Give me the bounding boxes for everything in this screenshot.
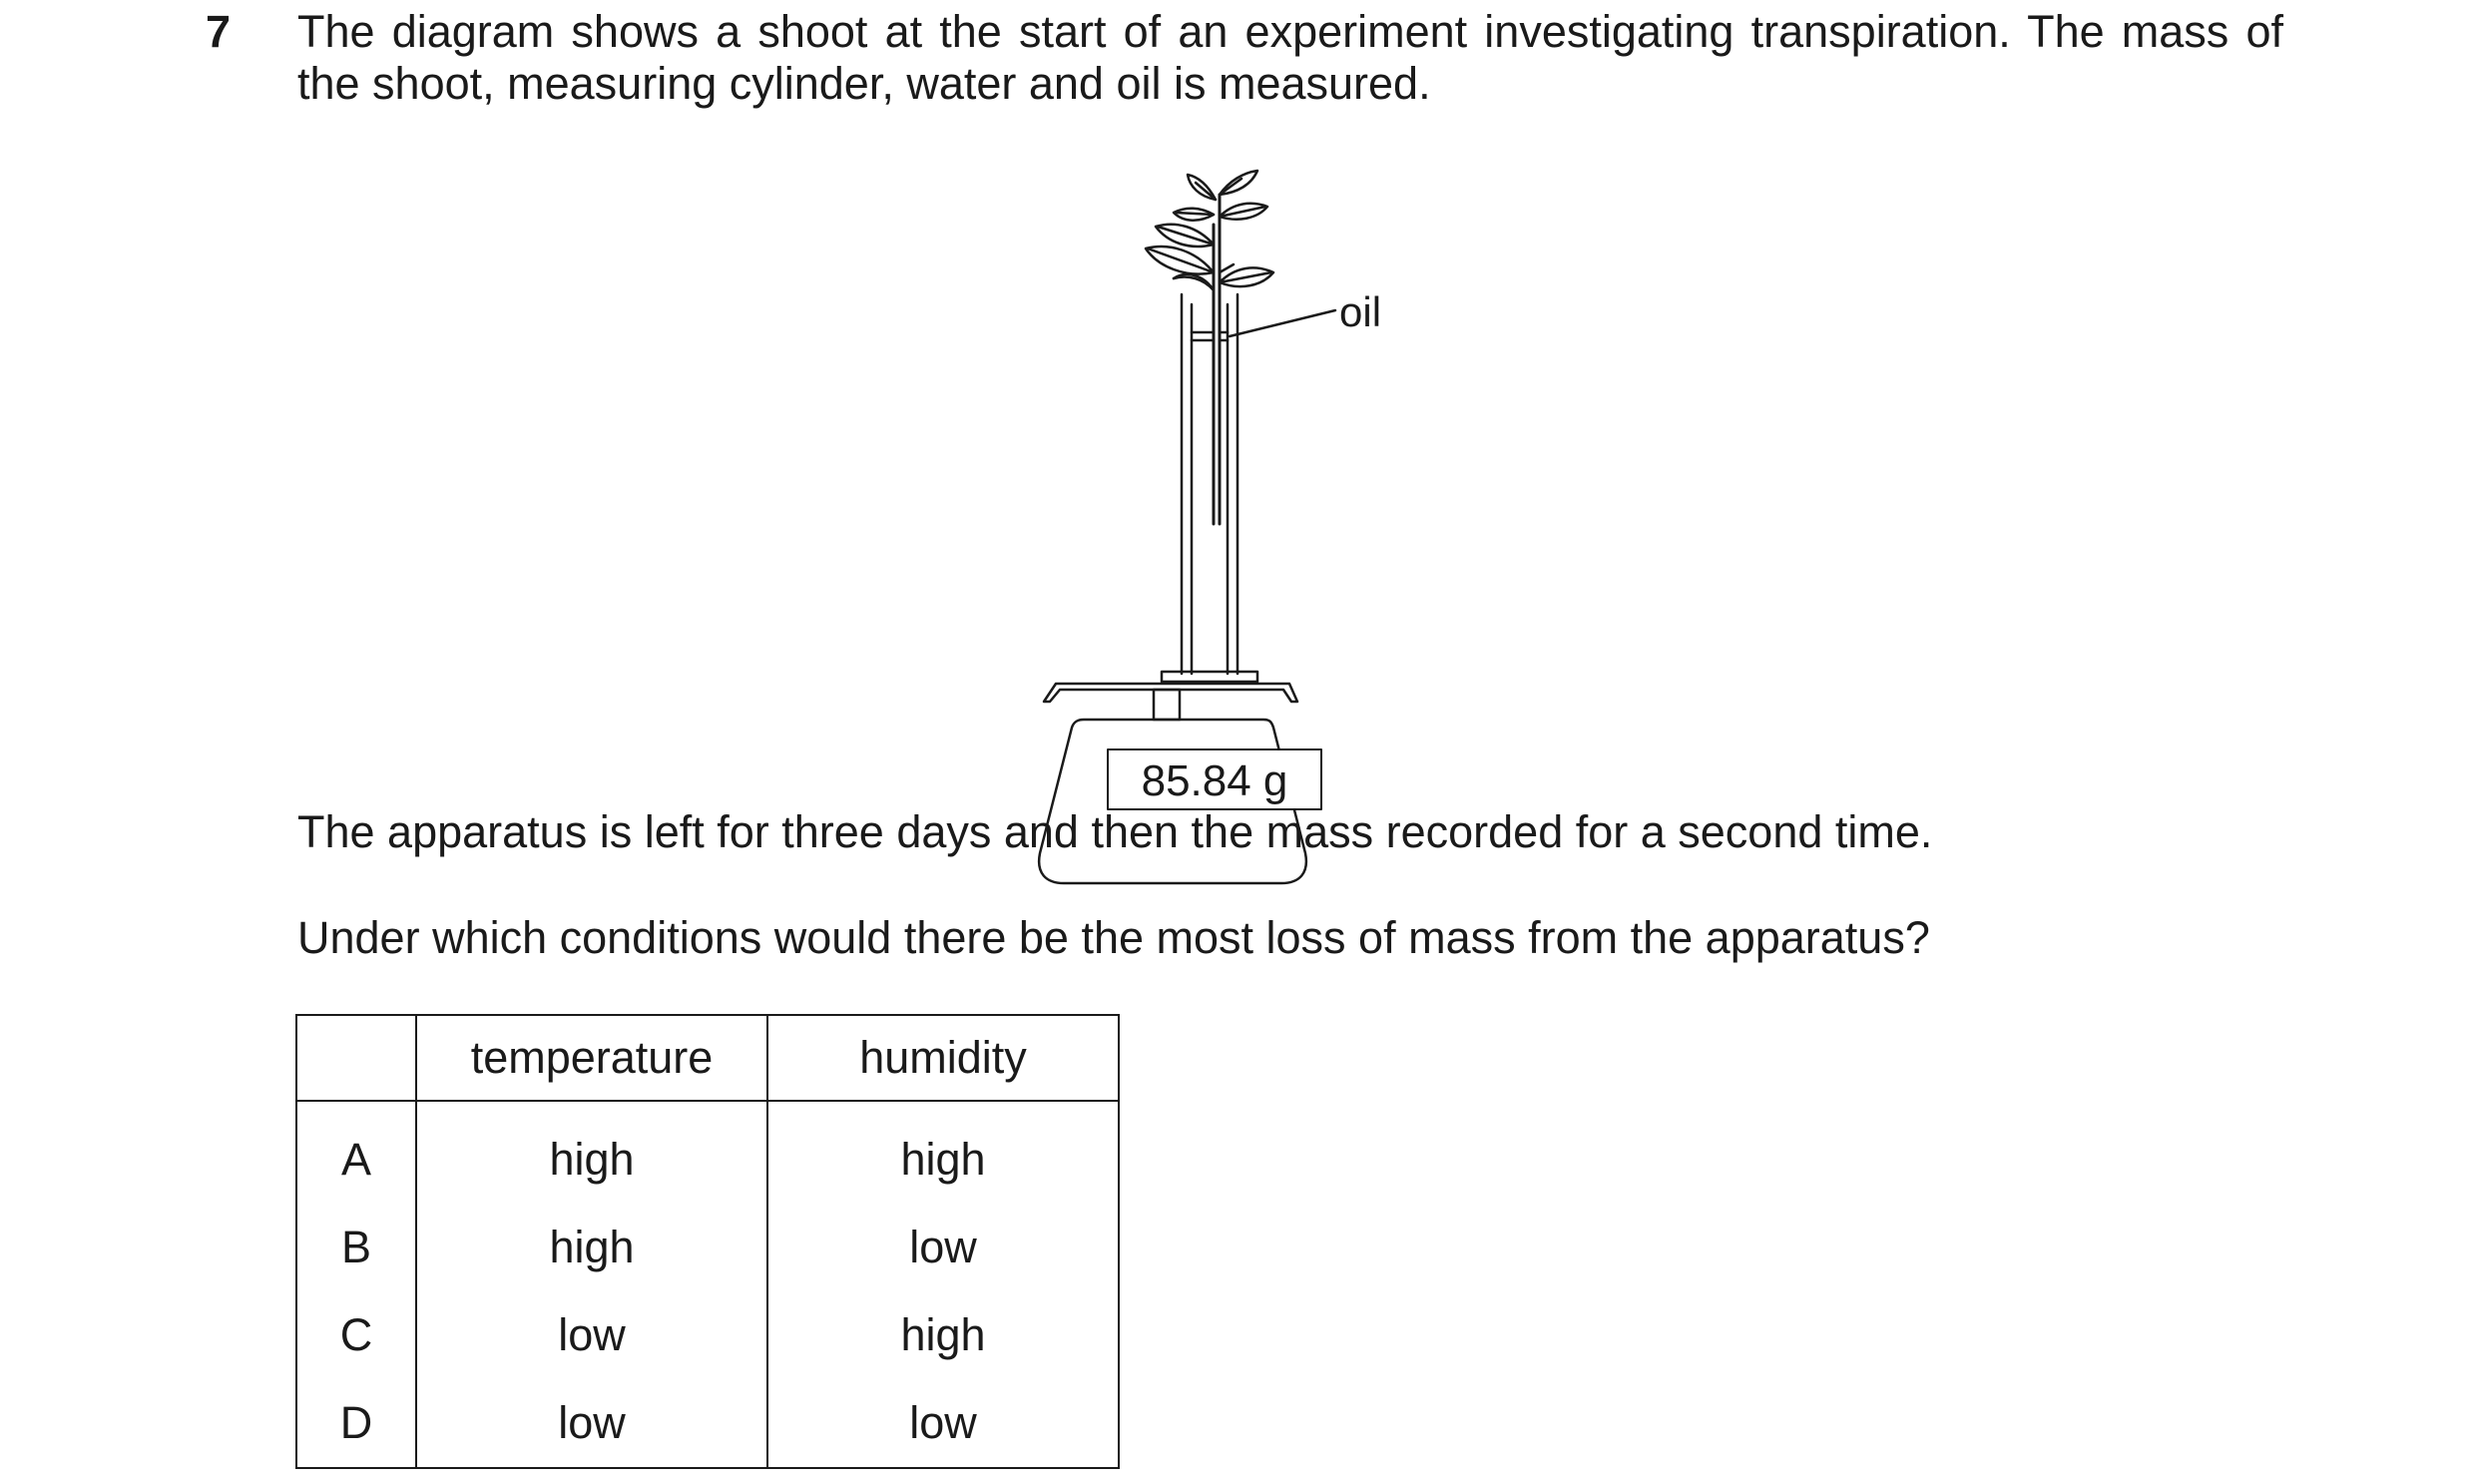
option-humidity: high bbox=[767, 1101, 1119, 1204]
question-number: 7 bbox=[206, 6, 232, 57]
table-row bbox=[296, 1291, 1119, 1379]
table-header-temperature: temperature bbox=[416, 1015, 767, 1101]
option-humidity: high bbox=[767, 1291, 1119, 1379]
table-header-humidity: humidity bbox=[767, 1015, 1119, 1101]
option-humidity: low bbox=[767, 1379, 1119, 1468]
table-header-row bbox=[296, 1015, 1119, 1101]
option-humidity: low bbox=[767, 1204, 1119, 1291]
paragraph-question: Under which conditions would there be the most loss of mass from the apparatus? bbox=[297, 912, 1930, 963]
option-temperature: high bbox=[416, 1101, 767, 1204]
transpiration-diagram bbox=[1038, 155, 1457, 805]
option-letter: B bbox=[296, 1204, 416, 1291]
option-temperature: low bbox=[416, 1291, 767, 1379]
measuring-cylinder-icon bbox=[1162, 294, 1257, 682]
table-row bbox=[296, 1204, 1119, 1291]
shoot-icon bbox=[1146, 171, 1273, 524]
option-temperature: high bbox=[416, 1204, 767, 1291]
table-row bbox=[296, 1101, 1119, 1204]
paragraph-apparatus: The apparatus is left for three days and then the mass recorded for a second time. bbox=[297, 806, 1933, 857]
answer-table bbox=[295, 1014, 1120, 1469]
option-letter: C bbox=[296, 1291, 416, 1379]
table-row bbox=[296, 1379, 1119, 1468]
option-temperature: low bbox=[416, 1379, 767, 1468]
oil-label-line bbox=[1230, 310, 1335, 336]
table-header-blank bbox=[296, 1015, 416, 1101]
oil-label: oil bbox=[1339, 288, 1382, 335]
question-intro: The diagram shows a shoot at the start of an experiment investigating transpiration. The mass of the shoot, measuring cylinder, water and oil is measured. bbox=[297, 6, 2283, 109]
option-letter: A bbox=[296, 1101, 416, 1204]
balance-reading: 85.84 g bbox=[1141, 756, 1288, 805]
option-letter: D bbox=[296, 1379, 416, 1468]
